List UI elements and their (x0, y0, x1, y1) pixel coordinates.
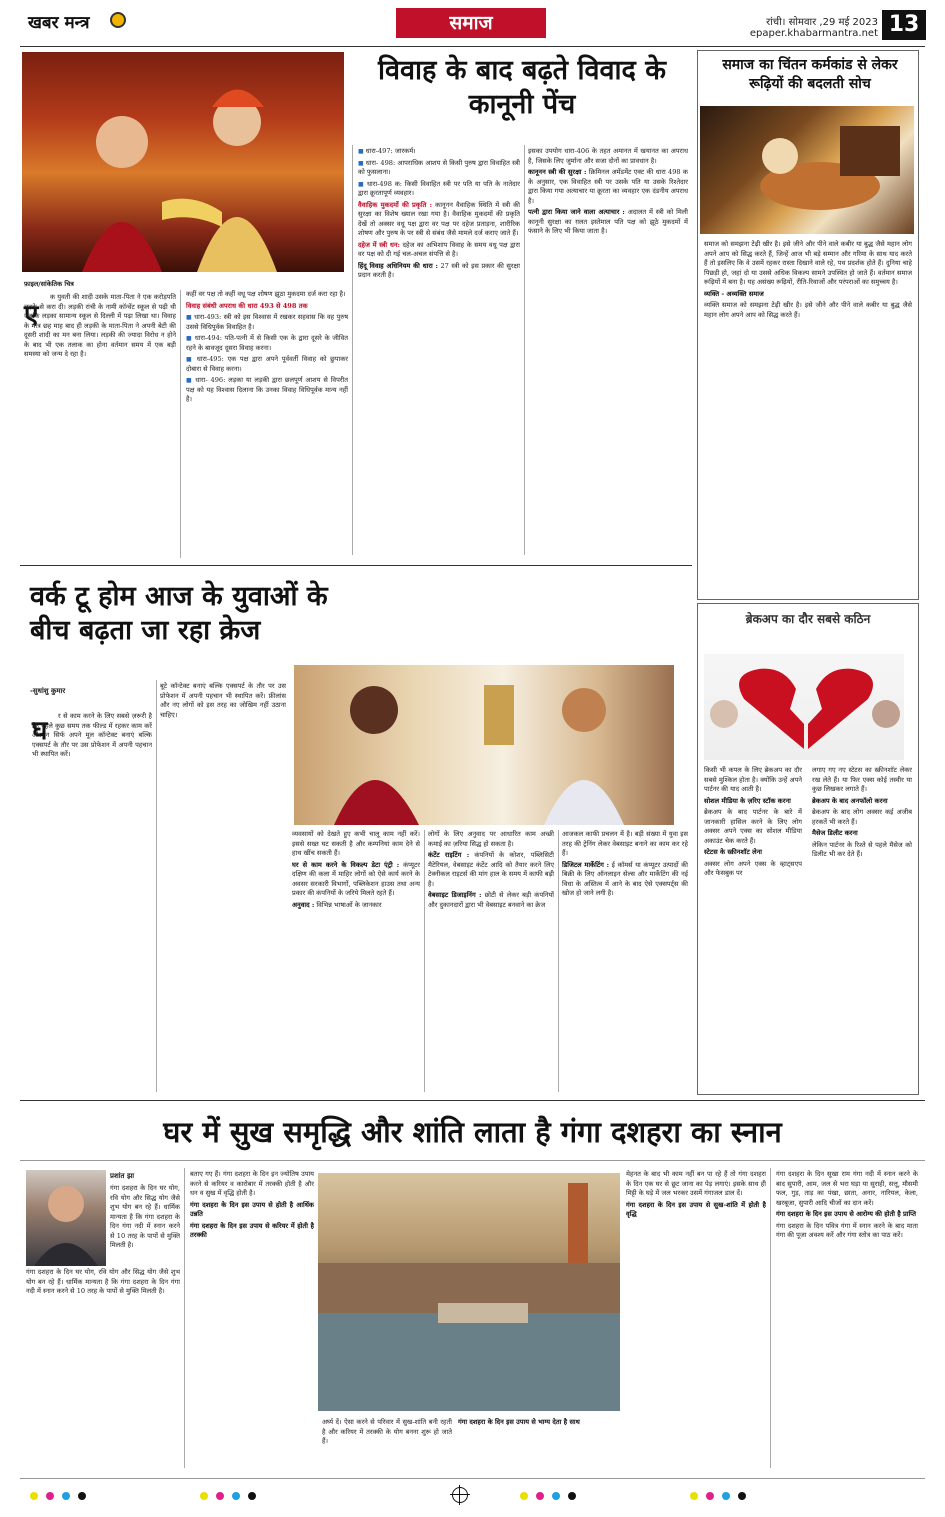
vivah-column-1 (24, 293, 176, 563)
registration-dot (46, 1492, 54, 1500)
office-illustration (294, 665, 674, 825)
column-divider (180, 290, 181, 558)
ganga-author: प्रशांत झा (110, 1172, 135, 1180)
breakup-col2-text-c: लेकिन पार्टनर के रिश्ते से पहले मैसेज को डिलीट भी कर देते हैं। (812, 840, 912, 858)
registration-crosshair-icon (452, 1487, 468, 1503)
photo-credit: फ़ाइल/सांकेतिक चित्र (24, 280, 74, 288)
registration-dot (248, 1492, 256, 1500)
breakup-col1-text-c: अक्सर लोग अपने एक्स के व्हाट्सएप और फेसबुक पर (704, 859, 802, 877)
vivah-col4-text-a: क्रिमिनल अमेंडमेंट एक्ट की धारा 498 क के अनुसार, एक विवाहित स्त्री पर उसके पति या उसके रिश्तेदार द्वारा किया गया अत्याचार या क्रूरता का व्यवहार एक दंडनीय अपराध है। (528, 168, 688, 205)
samaj-subhead: व्यक्ति - अव्यक्ति समाज (704, 289, 764, 298)
vivah-dropcap: ए (24, 300, 39, 330)
ganga-ghat-photo (318, 1173, 620, 1411)
ganga-col5-text-b: गंगा दशहरा के दिन पवित्र गंगा में स्नान करने के बाद माता गंगा की पूजा अवश्य करें और गंगा स्तोत्र का पाठ करें। (776, 1221, 918, 1239)
work-col4-text: लोगों के लिए अनुवाद पर आधारित काम अच्छी कमाई का ज़रिया सिद्ध हो सकता है। (428, 830, 554, 848)
ganga-col2-subhead-2: गंगा दशहरा के दिन इस उपाय से करियर में होती है तरक्की (190, 1221, 314, 1239)
work-col5-text: आजकल काफी प्रचलन में है। बड़ी संख्या में युवा इस तरह की ट्रेनिंग लेकर वेबसाइट बनाने का काम कर रहे हैं। (562, 830, 688, 857)
issue-date: रांची। सोमवार ,29 मई 2023 (766, 17, 878, 28)
vivah-col3-b3: ■ धारा-498 क: किसी विवाहित स्त्री पर पति या पति के नातेदार द्वारा क्रूरतापूर्ण व्यवहार। (358, 180, 520, 199)
column-divider (524, 145, 525, 555)
registration-dot (690, 1492, 698, 1500)
work-col5-text-b: ई कॉमर्स या कंप्यूटर उत्पादों की बिक्री के लिए ऑनलाइन सेल्स और मार्केटिंग की नई विधा के अस्तित्व में आने के बाद ऐसे एक्सपर्ट्स की खोज हो जाने लगी है। (562, 860, 688, 897)
ritual-photo (700, 106, 914, 234)
registration-dot (520, 1492, 528, 1500)
work-from-home-photo (294, 665, 674, 825)
author-photo (26, 1170, 106, 1266)
work-col3-subhead: घर से काम करने के विकल्प डेटा एंट्री : (292, 860, 400, 869)
registration-dot (738, 1492, 746, 1500)
breakup-headline: ब्रेकअप का दौर सबसे कठिन (745, 612, 871, 626)
work-col3-subhead-2: अनुवाद : (292, 900, 315, 909)
samaj-text-2: व्यक्ति समाज को समझना टेढ़ी खीर है। इसे जीने और पीने वाले कबीर या बुद्ध जैसे महान लोग अपने आप को सिद्ध करते हैं। (704, 301, 912, 319)
ganga-column-1-top (110, 1184, 180, 1264)
work-col4-text-b: कंपनियों के कोशर, पब्लिसिटी मैटेरियल, वेबसाइट कंटेंट आदि को तैयार करने लिए टेक्नीकल राइटर्स की मांग हाल के समय में काफी बढ़ी है। (428, 851, 554, 888)
registration-dot (536, 1492, 544, 1500)
vivah-column-2 (186, 290, 348, 560)
work-byline: -सुधांशु कुमार (30, 687, 66, 695)
work-column-5 (562, 830, 688, 1092)
ganga-col4-subhead: गंगा दशहरा के दिन इस उपाय से सुख-शांति में होती है वृद्धि (626, 1200, 766, 1218)
section-rule (20, 1160, 925, 1161)
vivah-col3-text: कानूनन वैवाहिक स्थिति में स्त्री की सुरक्षा का विशेष ख्याल रखा गया है। वैवाहिक मुकदमों की प्रकृति देखें तो अक्सर वधू पक्ष द्वारा वर पक्ष पर दहेज प्रताड़ना, शारीरिक शोषण और पुरुष के पर स्त्री से संबंध जैसे मामले दर्ज कराए जाते हैं। (358, 200, 520, 237)
vivah-col2-b1: ■ धारा-493: स्त्री को इस विश्वास में रखकर सहवास कि वह पुरुष उससे विधिपूर्वक विवाहित है। (186, 313, 348, 332)
vivah-col1-text: क युवती की शादी उसके माता-पिता ने एक करोड़पति लड़के से करा दी। लड़की रांची के नामी कॉन्वेंट स्कूल से पढ़ी थी जबकि लड़का सामान्य स्कूल से दिल्ली में पढ़ा लिखा था। विवाह के मात्र छह माह बाद ही लड़की के माता-पिता ने अपनी बेटी की दूसरी शादी का मन बना लिया। लड़की की ज्यादा विरोध न होने के बाद भी एक तलाक का होना वर्तमान समय में एक बड़ी समस्या को जन्म दे रहा है। (24, 293, 176, 358)
work-col1-text: र से काम करने के लिए सबसे ज़रूरी है कि पहले कुछ समय तक फील्ड में रहकर काम करें और न सिर्फ अपने मूल कॉन्टेक्ट बनाएं बल्कि एक्सपर्ट के तौर पर उस प्रोफेशन में अपनी पहचान भी स्थापित करें। (32, 712, 152, 758)
ganga-col3-text: अर्घ्य दें। ऐसा करने से परिवार में सुख-शांति बनी रहती है और करियर में तरक्की के योग बनना शुरू हो जाते हैं। (322, 1418, 452, 1445)
vivah-col4-subhead-2: पत्नी द्वारा किया जाने वाला अत्याचार : (528, 208, 625, 216)
work-col5-subhead: डिजिटल मार्केटिंग : (562, 860, 610, 869)
section-rule (20, 565, 692, 566)
wedding-illustration (22, 52, 344, 272)
breakup-col2-subhead-2: मैसेज डिलीट करना (812, 829, 858, 837)
work-col3-text-c: विभिन्न भाषाओं के जानकार (316, 900, 382, 909)
work-col2-text: बूटे कॉन्टेक्ट बनाएं बल्कि एक्सपर्ट के तौर पर उस प्रोफेशन में अपनी पहचान भी स्थापित करें। फ्रीलांस और नए लोगों को इस तरह का जोखिम नहीं उठाना चाहिए। (160, 682, 286, 719)
registration-dot (30, 1492, 38, 1500)
vivah-col2-subhead: विवाह संबंधी अपराध की धारा 493 से 498 तक (186, 301, 308, 310)
ritual-illustration (700, 106, 914, 234)
header-rule (20, 46, 925, 47)
ganga-column-2 (190, 1170, 314, 1468)
work-col3-text-b: कंप्यूटर दक्षिण की कला में माहिर लोगों को ऐसे कार्य करने के अवसर सरकारी विभागों, पब्लिकेशन हाउस तथा अन्य प्रकार की कंपनियों के जरिये मिलते रहते हैं। (292, 860, 420, 897)
ganga-photo-caption: गंगा दशहरा के दिन इस उपाय से भाग्य देता है साथ (458, 1418, 580, 1426)
column-divider (184, 1168, 185, 1468)
section-title: समाज (396, 8, 546, 38)
ganga-col2-subhead: गंगा दशहरा के दिन इस उपाय से होती है आर्थिक उन्नति (190, 1200, 314, 1218)
vivah-col3-text-b: दहेज का अभिशाप विवाह के समय वधू पक्ष द्वारा वर पक्ष को दी गई चल-अचल संपत्ति से है। (358, 240, 520, 258)
column-divider (770, 1168, 771, 1468)
vivah-col2-b3: ■ धारा-495: एक पक्ष द्वारा अपने पूर्ववर्ती विवाह को छुपाकर दोबारा से विवाह करना। (186, 355, 348, 374)
breakup-col2-text-b: ब्रेकअप के बाद लोग अक्सर कई अजीब हरकतें भी करते हैं। (812, 808, 912, 826)
work-column-4 (428, 830, 554, 1092)
registration-dot (200, 1492, 208, 1500)
work-dropcap: घ (32, 716, 48, 746)
ganga-column-3 (322, 1418, 452, 1472)
vivah-headline: विवाह के बाद बढ़ते विवाद के कानूनी पेंच (378, 55, 666, 120)
column-divider (156, 680, 157, 1092)
breakup-col2-text: लगाए गए नए स्टेटस का स्क्रीनशॉट लेकर रख लेते हैं। या फिर एक्स कोई तस्वीर या कुछ लिखकर लगाते हैं। (812, 766, 912, 793)
vivah-col3-b1: ■ धारा-497: जारकर्म। (358, 147, 520, 157)
vivah-col3-b2: ■ धारा- 498: आपराधिक आशय से किसी पुरुष द्वारा विवाहित स्त्री को फुसलाना। (358, 159, 520, 178)
breakup-col2-subhead: ब्रेकअप के बाद अनफॉलो करना (812, 796, 888, 805)
registration-dot (78, 1492, 86, 1500)
vivah-col3-subhead-2: दहेज में स्त्री धन: (358, 240, 400, 249)
work-col3-text: व्यवसायों को देखते हुए कभी चालू काम नहीं करें। इससे सख्त घट सकती है और कम्पनियां काम देने से हाथ खींच सकती हैं। (292, 830, 420, 857)
broken-heart-illustration (704, 654, 904, 760)
vivah-col3-text-c: 27 स्त्री को इस प्रकार की सुरक्षा प्रदान करती है। (358, 261, 520, 279)
samaj-headline: समाज का चिंतन कर्मकांड से लेकर रूढ़ियों की बदलती सोच (722, 57, 898, 92)
vivah-col4-text: इसका उपयोग धारा-406 के तहत अमानत में खयानत का अपराध है, जिसके लिए जुर्माना और सजा दोनों का प्रावधान है। (528, 147, 688, 165)
ganga-col2-text: बताए गए हैं। गंगा दशहरा के दिन इन ज्योतिष उपाय करने से करियर व कारोबार में तरक्की होती है और धन व सुख में वृद्धि होती है। (190, 1170, 314, 1197)
samaj-body (704, 240, 912, 594)
work-col4-subhead-2: वेबसाइट डिजाइनिंग : (428, 891, 482, 899)
vivah-col2-b2: ■ धारा-494: पति-पत्नी में से किसी एक के द्वारा दूसरे के जीवित रहने के बावजूद दूसरा विवाह करना। (186, 334, 348, 353)
ganga-headline: घर में सुख समृद्धि और शांति लाता है गंगा दशहरा का स्नान (163, 1115, 782, 1149)
work-col4-text-c: छोटी से लेकर बड़ी कंपनियों और दुकानदारों द्वारा भी वेबसाइट बनवाने का क्रेज (428, 891, 554, 909)
ganga-col1-text: गंगा दशहरा के दिन घर योग, रवि योग और सिद्ध योग जैसे शुभ योग बन रहे हैं। धार्मिक मान्यता है कि गंगा दशहरा के दिन गंगा नदी में स्नान करने से 10 तरह के पापों से मुक्ति मिलती है। (110, 1184, 180, 1249)
breakup-col1-text: किसी भी कपल के लिए ब्रेकअप का दौर सबसे मुश्किल होता है। क्योंकि उन्हें अपने पार्टनर की याद आती है। (704, 766, 802, 793)
page-number: 13 (882, 10, 926, 40)
breakup-col1-subhead: सोशल मीडिया के ज़रिए स्टॉक करना (704, 796, 791, 805)
samaj-text: समाज को समझना टेढ़ी खीर है। इसे जीने और पीने वाले कबीर या बुद्ध जैसे महान लोग अपने आप को सिद्ध करते हैं, जिन्हें आज भी बड़े सम्मान और गरिमा के साथ याद करते हैं तो इसलिए कि वे उसमें रहकर रास्ता दिखाने वाले रहे, पथ प्रदर्शक होते हैं। दुनिया चाहे पिछड़ी हो, जहां दो या उससे अधिक विकल्प सामने उपस्थित हो जाते हैं। वर्तमान समाज रूढ़ियों में बना है। यह असंख्य रूढ़ियों, रीति-रिवाजों और परंपराओं का समुच्चय है। (704, 240, 912, 286)
ganga-col5-text: गंगा दशहरा के दिन सूखा राम गंगा नदी में स्नान करने के बाद सुपारी, आम, जल से भरा घड़ा या सुराही, सत्तू, मौसमी फल, गुड़, ताड़ का पंखा, छाता, अनार, नारियल, केला, खरबूजा, सुपारी आदि चीजों का दान करें। (776, 1170, 918, 1207)
ganga-column-4 (626, 1170, 766, 1468)
vivah-column-3 (358, 147, 520, 557)
logo-badge-icon (110, 12, 126, 28)
ganga-col1-text-cont: गंगा दशहरा के दिन घर योग, रवि योग और सिद्ध योग जैसे शुभ योग बन रहे हैं। धार्मिक मान्यता है कि गंगा दशहरा के दिन गंगा नदी में स्नान करने से 10 तरह के पापों से मुक्ति मिलती है। (26, 1268, 180, 1295)
registration-dot (568, 1492, 576, 1500)
vivah-col2-b4: ■ धारा- 496: लड़का या लड़की द्वारा छलपूर्ण आशय से विपरीत पक्ष को यह विश्वास दिलाना कि उनका विवाह विधिपूर्वक मान्य नहीं है। (186, 376, 348, 405)
registration-dot (722, 1492, 730, 1500)
ghat-illustration (318, 1173, 620, 1411)
breakup-column-1 (704, 766, 802, 1090)
registration-dot (216, 1492, 224, 1500)
work-col4-subhead: कंटेंट राइटिंग : (428, 851, 470, 859)
page-header (0, 0, 945, 48)
vivah-col2-top: कहीं वर पक्ष तो कहीं वधू पक्ष शोषण झूठा मुकदमा दर्ज करा रहा है। (186, 290, 346, 298)
work-column-2 (160, 682, 286, 1092)
vivah-col4-subhead-1: कानूनन स्त्री की सुरक्षा : (528, 168, 587, 176)
vivah-col4-text-b: अदालत में स्त्री को मिली कानूनी सुरक्षा का ग़लत इस्तेमाल पति पक्ष को झूठे मुकदमों में फंसाने के लिए भी किया जाता है। (528, 208, 688, 235)
column-divider (352, 145, 353, 555)
website-link[interactable]: epaper.khabarmantra.net (749, 28, 878, 39)
work-column-1 (32, 712, 152, 1092)
work-column-3 (292, 830, 420, 1092)
registration-dot (706, 1492, 714, 1500)
ganga-col4-text: मेहनत के बाद भी काम नहीं बन पा रहे हैं तो गंगा दशहरा के दिन एक घर से छूट जाना का पेड़ लगाएं। इसके साथ ही मिट्टी के घड़े में जल भरकर उसमें गंगाजल डाल दें। (626, 1170, 766, 1197)
registration-dot (62, 1492, 70, 1500)
breakup-column-2 (812, 766, 912, 1090)
wedding-photo (22, 52, 344, 272)
breakup-col1-text-b: ब्रेकअप के बाद पार्टनर के बारे में जानकारी हासिल करने के लिए लोग अक्सर अपने एक्स का सोशल मीडिया अकाउंट चेक करते हैं। (704, 808, 802, 845)
registration-dot (552, 1492, 560, 1500)
ganga-photo-caption-box (458, 1418, 618, 1472)
column-divider (558, 830, 559, 1092)
footer-rule (20, 1478, 925, 1479)
section-rule (20, 1100, 925, 1101)
author-illustration (26, 1170, 106, 1266)
masthead-logo: खबर मन्त्र (28, 13, 90, 33)
work-headline: वर्क टू होम आज के युवाओं के बीच बढ़ता जा रहा क्रेज (30, 581, 328, 646)
column-divider (424, 830, 425, 1092)
vivah-column-4 (528, 147, 688, 557)
ganga-col5-subhead: गंगा दशहरा के दिन इस उपाय से आरोग्य की होती है प्राप्ति (776, 1210, 916, 1218)
vivah-col3-subhead-3: हिंदू विवाह अधिनियम की धारा : (358, 261, 438, 270)
ganga-column-1 (26, 1268, 180, 1468)
vivah-col3-subhead-1: वैवाहिक मुकदमों की प्रकृति : (358, 200, 433, 209)
broken-heart-photo (704, 654, 904, 760)
registration-dot (232, 1492, 240, 1500)
ganga-column-5 (776, 1170, 918, 1468)
breakup-col1-subhead-2: स्टेटस के स्क्रीनशॉट लेना (704, 848, 762, 856)
